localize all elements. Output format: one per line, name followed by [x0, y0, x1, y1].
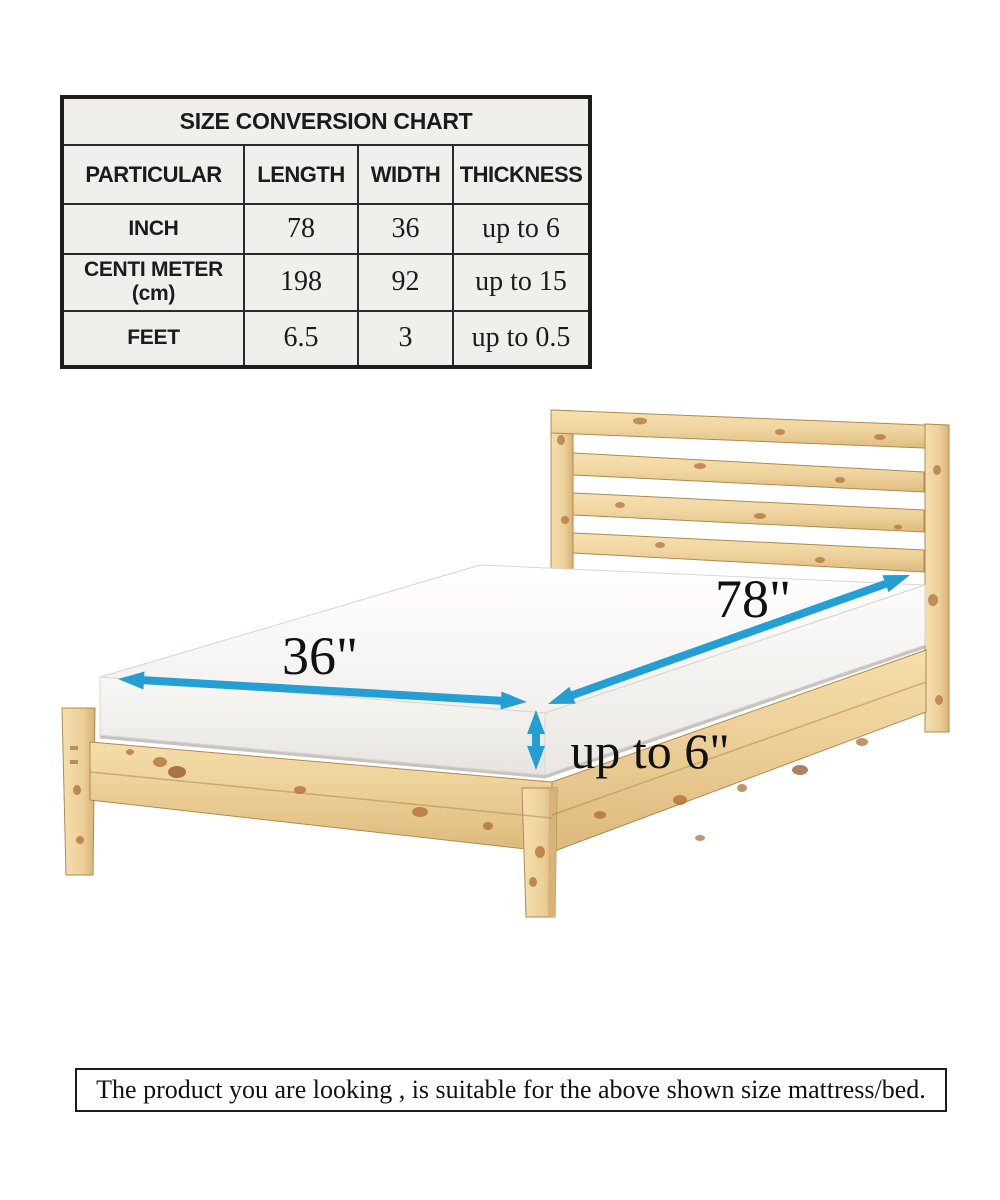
headboard-slat — [573, 453, 924, 492]
column-header-thickness: THICKNESS — [453, 145, 590, 204]
feet-width-value: 3 — [358, 311, 453, 367]
headboard-slat — [573, 493, 924, 532]
width-dimension-label: 36" — [281, 626, 359, 686]
length-dimension-label: 78" — [714, 569, 792, 629]
row-label-centimeter-line2: (cm) — [131, 282, 176, 306]
cm-width-value: 92 — [358, 254, 453, 310]
inch-length-value: 78 — [244, 204, 358, 254]
column-header-width: WIDTH — [358, 145, 453, 204]
table-title: SIZE CONVERSION CHART — [62, 97, 590, 145]
column-header-length: LENGTH — [244, 145, 358, 204]
thickness-dimension-label: up to 6" — [570, 723, 730, 779]
cm-length-value: 198 — [244, 254, 358, 310]
inch-width-value: 36 — [358, 204, 453, 254]
inch-thickness-value: up to 6 — [453, 204, 590, 254]
feet-thickness-value: up to 0.5 — [453, 311, 590, 367]
headboard-slat — [573, 533, 924, 572]
row-label-feet: FEET — [62, 311, 244, 367]
row-label-inch: INCH — [62, 204, 244, 254]
row-label-centimeter-line1: CENTI METER — [83, 258, 224, 282]
feet-length-value: 6.5 — [244, 311, 358, 367]
suitability-note-box — [75, 1068, 947, 1112]
suitability-note-text: The product you are looking , is suitable for the above shown size mattress/bed. — [96, 1075, 926, 1104]
headboard-left-post — [551, 410, 573, 575]
headboard-top-rail — [551, 410, 949, 449]
cm-thickness-value: up to 15 — [453, 254, 590, 310]
column-header-particular: PARTICULAR — [62, 145, 244, 204]
